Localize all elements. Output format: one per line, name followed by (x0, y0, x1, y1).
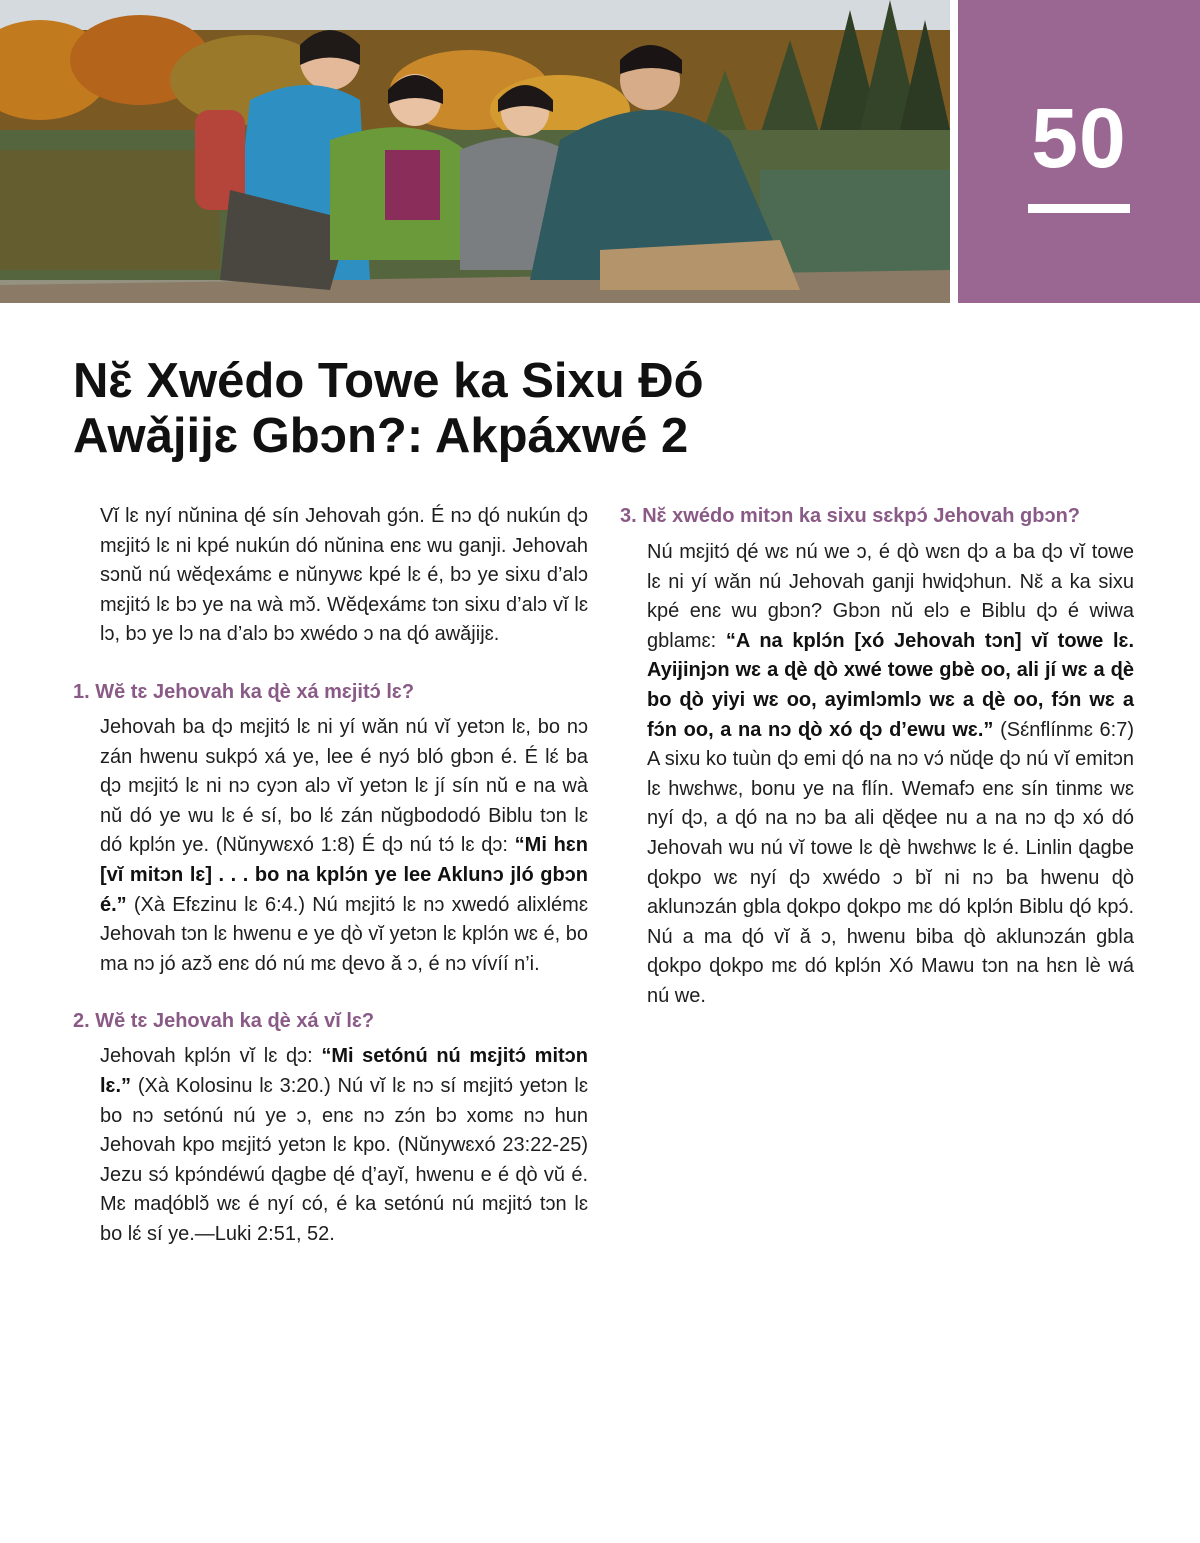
family-by-lake-illustration (0, 0, 950, 303)
answer-1-text-b: (Xà Efɛzinu lɛ 6:4.) Nú mɛjitɔ́ lɛ nɔ xwedó alixlémɛ Jehovah tɔn lɛ hwenu e ye ɖò vĭ yetɔn lɛ kplɔ́n wɛ é, bo ma nɔ jó azɔ̌ enɛ dó nú mɛ ɖevo ǎ ɔ, é nɔ vívíí n’i. (100, 893, 588, 975)
intro-paragraph: Vĭ lɛ nyí nŭnina ɖé sín Jehovah gɔ́n. É nɔ ɖó nukún ɖɔ mɛjitɔ́ lɛ ni kpé nukún dó nŭnina enɛ wu ganji. Jehovah sɔnŭ nú wĕɖexámɛ e nŭnywɛ kpé lɛ é, bɔ ye sixu d’alɔ mɛjitɔ́ lɛ bɔ ye na wà mɔ̌. Wĕɖexámɛ tɔn sixu d’alɔ vĭ lɛ lɔ, bɔ ye lɔ na d’alɔ bɔ xwédo ɔ na ɖó awǎjijɛ. (100, 505, 588, 646)
page-title-line-1: Nɛ̆ Xwédo Towe ka Sixu Ðó (73, 354, 704, 408)
answer-1-quote: “Mi hɛn [vĭ mitɔn lɛ] . . . bo na kplɔ́n ye lee Aklunɔ jló gbɔn é.” (100, 834, 588, 916)
right-column (620, 502, 1134, 1012)
answer-2-text-a: Jehovah kplɔ́n vĭ lɛ ɖɔ: (100, 1045, 322, 1068)
question-3-heading: 3. Nɛ̆ xwédo mitɔn ka sixu sɛkpɔ́ Jehovah gbɔn? (620, 505, 1081, 527)
page-title-line-2: Awǎjijɛ Gbɔn?: Akpáxwé 2 (73, 409, 689, 463)
lesson-number-underline (1028, 204, 1130, 213)
answer-3-text-b: (Sɛ́nflínmɛ 6:7) A sixu ko tuùn ɖɔ emi ɖó na nɔ vɔ́ nŭɖe ɖɔ nú vĭ emitɔn lɛ hwɛhwɛ, bonu ye na flín. Wemafɔ enɛ sín tinmɛ wɛ nyí ɖɔ, a ɖó na nɔ ba ali ɖĕɖee nu a na nɔ ɖɔ xó dó Jehovah wu nú vĭ towe lɛ ɖè hwɛhwɛ lɛ é. Linlin ɖagbe ɖokpo wɛ nyí ɖɔ xwédo ɔ bĭ ni nɔ ba hwenu ɖò aklunɔzán gbla ɖokpo ɖokpo mɛ dó kplɔ́n Biblu ɖó kpɔ́. Nú a ma ɖó vĭ ǎ ɔ, hwenu biba ɖò aklunɔzán gbla ɖokpo ɖokpo mɛ dó kplɔ́n Xó Mawu tɔn na hɛn lè wá nú we. (647, 718, 1134, 1007)
answer-1-text-a: Jehovah ba ɖɔ mɛjitɔ́ lɛ ni yí wǎn nú vĭ yetɔn lɛ, bo nɔ zán hwenu sukpɔ́ xá ye, lee é nyɔ́ bló gbɔn é. É lɛ́ ba ɖɔ mɛjitɔ́ lɛ ni nɔ cyɔn alɔ vĭ yetɔn lɛ jí sín nŭ e na wà nŭ dó ye wu lɛ é sí, bo lɛ́ zán nŭgbododó Biblu tɔn lɛ dó kplɔ́n ye. (Nŭnywɛxó 1:8) É ɖɔ nú tɔ́ lɛ ɖɔ: (100, 715, 588, 857)
answer-3-quote: “A na kplɔ́n [xó Jehovah tɔn] vĭ towe lɛ. Ayijinjɔn wɛ a ɖè ɖò xwé towe gbè oo, ali jí wɛ a ɖè bo ɖò yiyi wɛ oo, ayimlɔmlɔ wɛ a ɖè oo, fɔ́n wɛ a fɔ́n oo, a na nɔ ɖò xó ɖɔ d’ewu wɛ.” (647, 629, 1134, 741)
question-1-heading: 1. Wĕ tɛ Jehovah ka ɖè xá mɛjitɔ́ lɛ? (73, 680, 415, 703)
lesson-number-panel (958, 0, 1200, 303)
page-title (73, 354, 973, 464)
left-column (73, 502, 588, 1249)
question-3-answer (647, 538, 1134, 1012)
answer-2-text-b: (Xà Kolosinu lɛ 3:20.) Nú vĭ lɛ nɔ sí mɛjitɔ́ yetɔn lɛ bo nɔ setónú nú ye ɔ, enɛ nɔ zɔ́n bɔ xomɛ nɔ hun Jehovah kpo mɛjitɔ́ yetɔn lɛ kpo. (Nŭnywɛxó 23:22-25) Jezu sɔ́ kpɔ́ndéwú ɖagbe ɖé ɖ’ayĭ, hwenu e é ɖò vŭ é. Mɛ maɖóblɔ̌ wɛ é nyí có, é ka setónú nú mɛjitɔ́ tɔn lɛ bo lɛ́ sí ye.—Luki 2:51, 52. (100, 1074, 588, 1245)
question-2-heading: 2. Wĕ tɛ Jehovah ka ɖè xá vĭ lɛ? (73, 1010, 375, 1033)
question-1-answer (100, 713, 588, 979)
answer-3-text-a: Nú mɛjitɔ́ ɖé wɛ nú we ɔ, é ɖò wɛn ɖɔ a ba ɖɔ vĭ towe lɛ ni yí wǎn nú Jehovah ganji hwiɖɔhun. Nɛ̆ a ka sixu kpé enɛ wu gbɔn? Gbɔn nŭ elɔ e Biblu ɖɔ é wiwa gblamɛ: (647, 541, 1134, 652)
lesson-number: 50 (1031, 91, 1127, 185)
hero-photo (0, 0, 950, 303)
question-2-answer (100, 1042, 588, 1249)
answer-2-quote: “Mi setónú nú mɛjitɔ́ mitɔn lɛ.” (100, 1045, 588, 1097)
